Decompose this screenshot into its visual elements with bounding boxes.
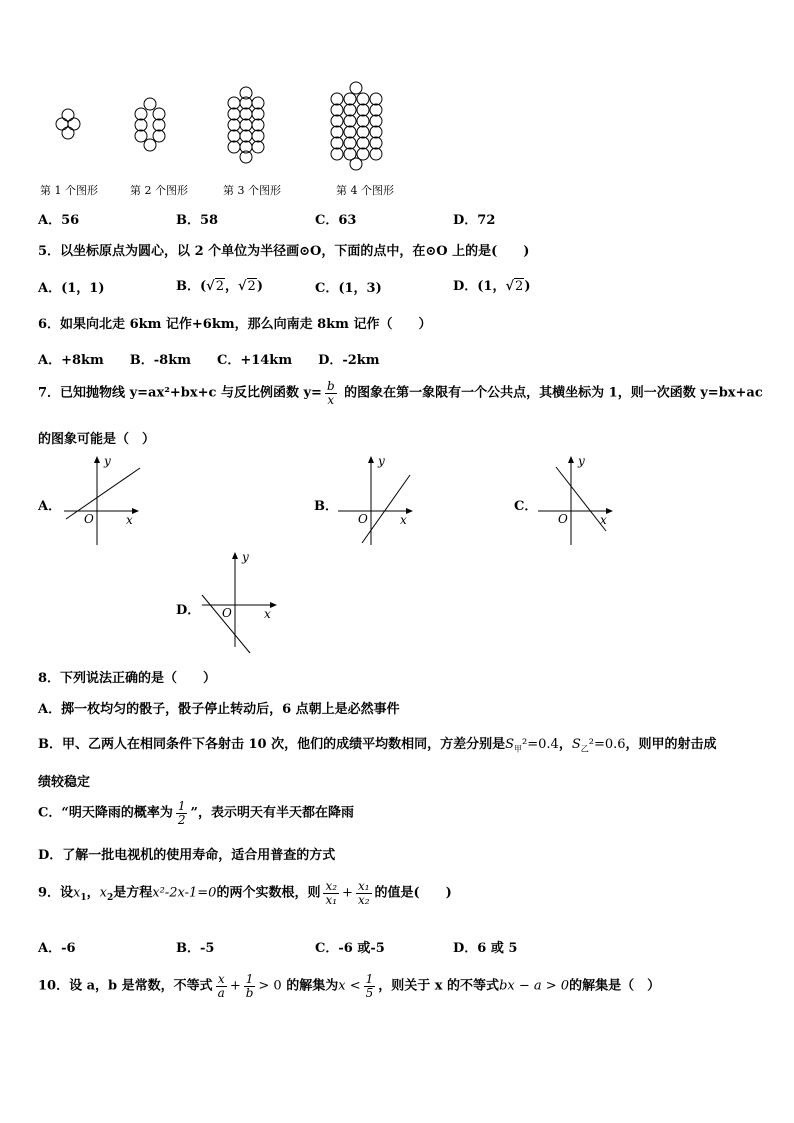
q8-c-part2: ”，表示明天有半天都在降雨 [190, 805, 354, 821]
q10-f1-den: a [217, 985, 225, 1000]
q9-f1-num: x₂ [325, 879, 338, 893]
q8-b-s2: S [571, 737, 581, 752]
q6-stem: 6．如果向北走 6km 记作+6km，那么向南走 8km 记作（ ） [38, 317, 432, 332]
q10-part2: 的解集为 [286, 978, 339, 994]
q7-label-a: A． [38, 499, 62, 514]
q4-option-a: A．56 [38, 213, 80, 228]
q9-x2: x [99, 885, 108, 901]
q8-option-d: D．了解一批电视机的使用寿命，适合用普查的方式 [38, 848, 336, 863]
axis-label-y: y [378, 454, 385, 468]
q8-c-numerator: 1 [177, 799, 186, 813]
pattern-figure-2 [135, 98, 165, 151]
q5-b-comma: ， [224, 279, 238, 294]
q9-x1: x [73, 885, 81, 901]
figure-caption-3: 第 3 个图形 [223, 184, 281, 197]
q10-f2-num: 1 [244, 973, 256, 987]
q7-label-d: D． [176, 603, 201, 618]
q5-option-d [453, 275, 530, 294]
q9-option-c: C．-6 或-5 [315, 941, 385, 956]
q10-fraction-1 [216, 973, 227, 999]
q7-frac-denominator: x [327, 392, 335, 407]
q8-b-part1: B．甲、乙两人在相同条件下各射击 10 次，他们的成绩平均数相同，方差分别是 [38, 737, 506, 752]
q10-fraction-2 [244, 973, 256, 999]
q7-stem-line2: 的图象可能是（ ） [38, 432, 156, 447]
origin-label: O [84, 512, 94, 526]
q7-stem-line1 [38, 380, 763, 406]
q8-option-b-line1 [38, 733, 717, 755]
q10-part3: ，则关于 x 的不等式 [378, 978, 500, 994]
q9-fraction-2 [356, 880, 372, 906]
figure-caption-4: 第 4 个图形 [336, 184, 394, 197]
q9-part1: 9．设 [38, 885, 74, 901]
q7-stem-part1: 7．已知抛物线 y=ax²+bx+c 与反比例函数 y= [38, 385, 322, 401]
q10-ineq2: bx − a > 0 [499, 978, 570, 994]
q8-b-part2: ，则甲的射击成 [625, 737, 717, 752]
q10-part1: 10．设 a，b 是常数，不等式 [38, 978, 213, 994]
axis-label-x: x [264, 607, 271, 621]
sqrt-symbol: √ [206, 279, 215, 294]
q10-f1-num: x [216, 973, 227, 987]
q7-fraction [325, 380, 337, 406]
q7-label-b: B． [314, 499, 338, 514]
q5-b-prefix: B．( [176, 279, 207, 294]
q9-part4: 的值是( ) [374, 885, 452, 901]
axis-label-y: y [242, 550, 249, 564]
q8-b-sep: ， [558, 737, 572, 752]
q10-stem [38, 973, 660, 999]
q8-b-s2-sub: 乙 [580, 744, 589, 754]
q8-option-a: A．掷一枚均匀的骰子，骰子停止转动后，6 点朝上是必然事件 [38, 702, 400, 717]
q9-option-a: A．-6 [38, 941, 76, 956]
q9-equation: x²-2x-1=0 [152, 885, 217, 901]
q5-b-radicand-1: 2 [215, 279, 224, 294]
q8-b-s1-eq: ²=0.4 [522, 737, 559, 752]
figure-caption-2: 第 2 个图形 [130, 184, 188, 197]
origin-label: O [222, 606, 232, 620]
q5-option-c: C．(1，3) [315, 281, 382, 296]
pattern-figure-1 [50, 109, 80, 139]
q9-fraction-1 [323, 880, 339, 906]
q7-frac-numerator: b [326, 379, 335, 393]
q5-d-suffix: ) [524, 279, 531, 294]
sqrt-symbol: √ [505, 279, 515, 294]
axis-label-y: y [104, 454, 111, 468]
pattern-figure-4 [331, 82, 382, 170]
q5-b-suffix: ) [256, 279, 263, 294]
q8-b-s1-sub: 甲 [514, 744, 523, 754]
q7-graph-a [60, 453, 150, 548]
q5-d-radicand: 2 [515, 279, 524, 294]
q8-stem: 8．下列说法正确的是（ ） [38, 671, 217, 686]
q7-graph-d [198, 547, 288, 657]
q10-f3-den: 5 [365, 985, 374, 1000]
q9-f2-num: x₁ [357, 879, 370, 893]
circle-pattern-figures [0, 70, 420, 180]
q7-stem-part2: 的图象在第一象限有一个公共点，其横坐标为 1，则一次函数 y=bx+ac [339, 385, 763, 401]
q9-f1-den: x₁ [325, 892, 338, 907]
q7-graph-b [334, 453, 424, 548]
q4-option-d: D．72 [453, 213, 496, 228]
q10-ineq-left: x < [338, 978, 361, 994]
sqrt-symbol: √ [237, 279, 247, 294]
figure-caption-1: 第 1 个图形 [40, 184, 98, 197]
q9-f2-den: x₂ [357, 892, 370, 907]
origin-label: O [558, 512, 568, 526]
axis-label-y: y [578, 454, 585, 468]
q8-option-b-line2: 绩较稳定 [38, 775, 91, 790]
q7-label-c: C． [514, 499, 538, 514]
q5-b-radicand-2: 2 [247, 279, 256, 294]
q8-c-part1: C．“明天降雨的概率为 [38, 805, 173, 821]
q8-b-s1: S [505, 737, 515, 752]
q10-f2-den: b [245, 985, 254, 1000]
q4-option-b: B．58 [176, 213, 219, 228]
q5-d-prefix: D．(1， [453, 279, 506, 294]
q8-option-c [38, 800, 354, 826]
q5-stem: 5．以坐标原点为圆心，以 2 个单位为半径画⊙O，下面的点中，在⊙O 上的是( ) [38, 244, 530, 259]
q10-gt-zero: > 0 [258, 978, 282, 994]
q8-c-fraction [176, 800, 188, 826]
q9-x2-sub: 2 [107, 893, 114, 904]
pattern-figure-3 [228, 87, 264, 163]
q5-option-a: A．(1，1) [38, 281, 105, 296]
q6-options: A．+8km B．-8km C．+14km D．-2km [38, 353, 380, 368]
q9-part2: 是方程 [113, 885, 153, 901]
q4-option-c: C．63 [315, 213, 357, 228]
axis-label-x: x [126, 513, 133, 527]
q5-option-b [176, 275, 263, 294]
q9-x1-sub: 1 [80, 893, 87, 904]
q8-c-denominator: 2 [177, 812, 186, 827]
q10-plus: + [229, 978, 241, 994]
origin-label: O [358, 512, 368, 526]
q9-stem [38, 880, 452, 906]
axis-label-x: x [600, 513, 607, 527]
q8-b-s2-eq: ²=0.6 [588, 737, 626, 752]
q9-option-b: B．-5 [176, 941, 215, 956]
q10-part4: 的解集是（ ） [569, 978, 661, 994]
q9-part3: 的两个实数根，则 [216, 885, 321, 901]
axis-label-x: x [400, 513, 407, 527]
q9-plus: + [342, 885, 353, 901]
q7-graph-c [534, 453, 624, 548]
q10-fraction-3 [364, 973, 376, 999]
q9-comma: ， [86, 885, 100, 901]
q10-f3-num: 1 [365, 972, 374, 986]
q9-option-d: D．6 或 5 [453, 941, 518, 956]
